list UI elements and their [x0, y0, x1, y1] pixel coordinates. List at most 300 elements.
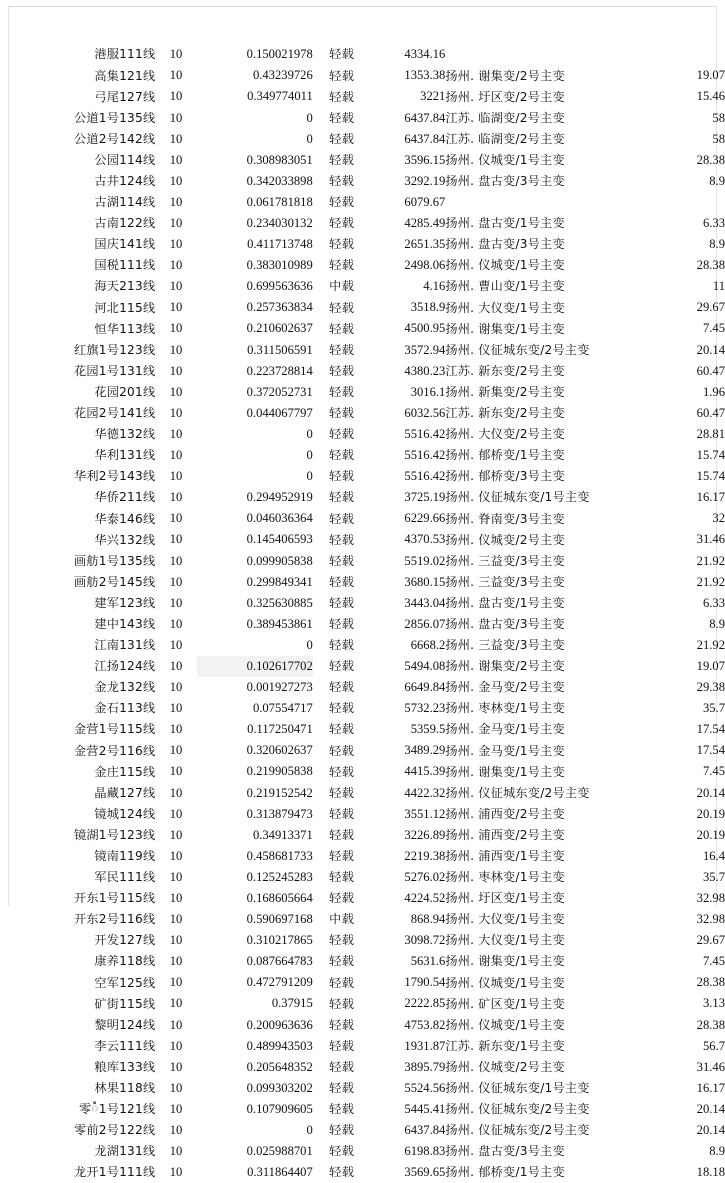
cell-transformer-capacity: 60.47	[696, 405, 725, 420]
cell-current: 0.489943503	[246, 1038, 313, 1053]
cell-load-status: 轻载	[329, 553, 355, 568]
cell-current: 0.34913371	[252, 827, 313, 842]
cell-capacity: 3518.9	[410, 300, 446, 315]
cell-voltage: 10	[169, 996, 183, 1011]
cell-capacity: 2651.35	[404, 237, 446, 252]
cell-capacity: 6079.67	[404, 194, 446, 209]
cell-capacity: 4415.39	[404, 764, 446, 779]
cell-capacity: 5276.02	[404, 869, 446, 884]
table-row	[0, 656, 725, 677]
cell-current: 0.294952919	[246, 490, 313, 505]
cell-substation: 扬州. 枣林变/1号主变	[445, 701, 565, 716]
cell-load-status: 轻载	[329, 827, 355, 842]
cell-transformer-capacity: 7.45	[702, 321, 725, 336]
cell-line-name: 金石113线	[94, 701, 156, 716]
cell-substation: 扬州. 大仪变/1号主变	[445, 300, 565, 315]
cell-capacity: 6198.83	[404, 1144, 446, 1159]
cell-transformer-capacity: 11	[712, 279, 725, 294]
cell-current: 0.099905838	[246, 553, 313, 568]
cell-load-status: 轻载	[329, 701, 355, 716]
cell-substation: 扬州. 盘古变/3号主变	[445, 174, 565, 188]
cell-voltage: 10	[169, 532, 183, 547]
cell-voltage: 10	[169, 1059, 183, 1074]
cell-load-status: 轻载	[329, 216, 355, 231]
cell-load-status: 轻载	[329, 237, 355, 252]
cell-capacity: 1790.54	[404, 975, 446, 990]
cell-load-status: 轻载	[329, 975, 355, 990]
cell-load-status: 轻载	[329, 532, 355, 547]
cell-transformer-capacity: 6.33	[702, 216, 725, 230]
cell-line-name: 建军123线	[94, 595, 156, 610]
cell-current: 0.234030132	[246, 216, 313, 230]
cell-transformer-capacity: 19.07	[696, 658, 725, 673]
cell-line-name: 金庄115线	[94, 764, 156, 779]
cell-capacity: 5516.42	[404, 448, 446, 463]
cell-load-status: 轻载	[329, 806, 355, 821]
cell-transformer-capacity: 32.98	[696, 912, 725, 927]
cell-substation: 扬州. 三益变/3号主变	[445, 638, 565, 653]
cell-load-status: 中载	[329, 279, 355, 294]
cell-capacity: 3226.89	[404, 827, 446, 842]
cell-voltage: 10	[169, 701, 183, 716]
cell-load-status: 轻载	[329, 490, 355, 505]
cell-line-name: 零前2号122线	[73, 1123, 156, 1138]
cell-load-status: 轻载	[329, 785, 355, 800]
cell-voltage: 10	[169, 848, 183, 863]
cell-capacity: 3443.04	[404, 595, 446, 610]
table-row	[0, 592, 725, 613]
cell-current: 0.320602637	[246, 743, 313, 758]
cell-voltage: 10	[169, 574, 183, 589]
cell-current: 0.349774011	[247, 89, 313, 104]
cell-current: 0	[306, 637, 313, 652]
cell-line-name: 康养118线	[94, 954, 156, 969]
cell-voltage: 10	[169, 553, 183, 568]
table-row	[0, 1014, 725, 1035]
cell-transformer-capacity: 15.46	[696, 89, 725, 104]
cell-line-name: 粮库133线	[94, 1059, 156, 1074]
cell-substation: 扬州. 新集变/2号主变	[445, 384, 565, 399]
cell-load-status: 轻载	[329, 427, 355, 442]
table-row	[0, 276, 725, 297]
cell-capacity: 6437.84	[404, 131, 446, 146]
table-row	[0, 571, 725, 592]
cell-substation: 扬州. 仪城变/1号主变	[445, 152, 565, 167]
cell-capacity: 3292.19	[404, 173, 446, 188]
cell-substation: 江苏. 新东变/2号主变	[445, 363, 565, 378]
table-row	[0, 740, 725, 761]
cell-capacity: 4422.32	[404, 785, 446, 800]
table-row	[0, 382, 725, 403]
cell-current: 0	[306, 110, 313, 125]
cell-current: 0.061781818	[246, 194, 313, 209]
cell-load-status: 轻载	[329, 131, 355, 146]
cell-capacity: 4753.82	[404, 1017, 446, 1032]
cell-current: 0.107909605	[246, 1101, 313, 1116]
cell-voltage: 10	[169, 1080, 183, 1095]
cell-transformer-capacity: 21.92	[696, 553, 725, 568]
table-row	[0, 1057, 725, 1078]
cell-load-status: 轻载	[329, 258, 355, 273]
cell-transformer-capacity: 17.54	[696, 722, 725, 737]
cell-substation: 扬州. 谢集变/1号主变	[445, 954, 565, 969]
cell-capacity: 2222.85	[404, 996, 446, 1011]
cell-transformer-capacity: 20.14	[696, 785, 725, 800]
cell-current: 0.150021978	[246, 47, 313, 62]
cell-voltage: 10	[169, 806, 183, 821]
table-row	[0, 993, 725, 1014]
cell-voltage: 10	[169, 680, 183, 695]
cell-voltage: 10	[169, 743, 183, 758]
cell-voltage: 10	[169, 869, 183, 884]
cell-transformer-capacity: 28.81	[696, 426, 725, 441]
cell-substation: 扬州. 浦西变/2号主变	[445, 827, 565, 842]
cell-load-status: 轻载	[329, 595, 355, 610]
cell-transformer-capacity: 60.47	[696, 363, 725, 378]
cell-capacity: 6437.84	[404, 110, 446, 125]
cell-current: 0.342033898	[246, 173, 313, 188]
cell-voltage: 10	[169, 216, 183, 230]
cell-capacity: 3596.15	[404, 152, 446, 167]
cell-voltage: 10	[169, 237, 183, 252]
cell-capacity: 3725.19	[404, 490, 446, 505]
cell-line-name: 公园114线	[94, 152, 156, 167]
cell-substation: 江苏. 临湖变/2号主变	[445, 131, 565, 146]
cell-voltage: 10	[169, 1165, 183, 1180]
cell-line-name: 黎明124线	[94, 1017, 156, 1032]
cell-transformer-capacity: 8.9	[709, 1144, 725, 1159]
cell-current: 0.372052731	[246, 384, 313, 399]
cell-current: 0.472791209	[246, 975, 313, 990]
cell-voltage: 10	[169, 1123, 183, 1138]
cell-line-name: 华利131线	[94, 448, 156, 463]
cell-substation: 扬州. 仪城变/1号主变	[445, 975, 565, 990]
cell-voltage: 10	[169, 1144, 183, 1159]
cell-substation: 扬州. 大仪变/2号主变	[445, 427, 565, 442]
cell-substation: 扬州. 大仪变/1号主变	[445, 933, 565, 948]
cell-capacity: 2856.07	[404, 616, 446, 631]
table-row	[0, 803, 725, 824]
table-row	[0, 614, 725, 635]
cell-substation: 扬州. 盘古变/3号主变	[445, 1144, 565, 1159]
cell-substation: 扬州. 谢集变/1号主变	[445, 764, 565, 779]
cell-voltage: 10	[169, 279, 183, 294]
cell-transformer-capacity: 28.38	[696, 152, 725, 167]
cell-transformer-capacity: 32.98	[696, 891, 725, 905]
cell-capacity: 5631.6	[410, 954, 446, 969]
cell-current: 0.219905838	[246, 764, 313, 779]
cell-line-name: 华德132线	[94, 427, 156, 442]
cell-current: 0.168605664	[246, 891, 313, 905]
cell-capacity: 6229.66	[404, 511, 446, 526]
cell-substation: 扬州. 仪征城东变/2号主变	[445, 342, 590, 357]
cell-substation: 扬州. 矿区变/1号主变	[445, 996, 565, 1011]
cell-transformer-capacity: 31.46	[696, 532, 725, 547]
cell-load-status: 轻载	[329, 933, 355, 948]
cell-substation: 扬州. 枣林变/1号主变	[445, 870, 565, 885]
cell-transformer-capacity: 58	[712, 131, 725, 146]
cell-current: 0.43239726	[252, 68, 313, 83]
cell-substation: 扬州. 盘古变/3号主变	[445, 237, 565, 252]
cell-load-status: 轻载	[329, 870, 355, 885]
cell-substation: 扬州. 仪城变/1号主变	[445, 258, 565, 273]
cell-load-status: 轻载	[329, 342, 355, 357]
cell-transformer-capacity: 20.14	[696, 1123, 725, 1138]
cell-substation	[445, 192, 634, 213]
cell-substation: 扬州. 仪城变/2号主变	[445, 1059, 565, 1074]
cell-substation: 江苏. 新东变/1号主变	[445, 1038, 565, 1053]
cell-substation: 扬州. 圩区变/1号主变	[445, 891, 565, 906]
cell-capacity: 5732.23	[404, 701, 446, 716]
cell-voltage: 10	[169, 405, 183, 420]
cell-capacity: 3551.12	[404, 806, 446, 821]
cell-current: 0.257363834	[246, 300, 313, 315]
cell-substation: 扬州. 仪征城东变/2号主变	[445, 1102, 590, 1117]
table-row	[0, 86, 725, 107]
cell-line-name: 镜南119线	[94, 849, 156, 863]
cell-transformer-capacity: 16.17	[696, 490, 725, 505]
cell-transformer-capacity: 1.96	[702, 384, 725, 399]
cell-current: 0.37915	[271, 996, 313, 1011]
cell-line-name: 金龙132线	[94, 680, 156, 695]
cell-substation: 扬州. 谢集变/1号主变	[445, 321, 565, 336]
cell-voltage: 10	[169, 363, 183, 378]
cell-load-status: 轻载	[329, 89, 355, 104]
cell-current: 0.099303202	[246, 1080, 313, 1095]
cell-current: 0.145406593	[246, 532, 313, 547]
cell-load-status: 轻载	[329, 764, 355, 779]
cell-load-status: 轻载	[329, 680, 355, 695]
cell-load-status: 轻载	[329, 1059, 355, 1074]
cell-load-status: 轻载	[329, 891, 355, 906]
cell-voltage: 10	[169, 722, 183, 737]
table-row	[0, 107, 725, 128]
table-row	[0, 761, 725, 782]
cell-capacity: 1353.38	[404, 68, 446, 83]
cell-current: 0.590697168	[246, 912, 313, 927]
cell-line-name: 海天213线	[94, 279, 156, 294]
cell-capacity: 5524.56	[404, 1080, 446, 1095]
table-row	[0, 128, 725, 149]
cell-substation: 扬州. 三益变/3号主变	[445, 553, 565, 568]
cell-transformer-capacity: 16.4	[702, 848, 725, 863]
cell-transformer-capacity: 21.92	[696, 637, 725, 652]
cell-load-status: 轻载	[329, 110, 355, 125]
cell-substation: 扬州. 大仪变/1号主变	[445, 912, 565, 927]
cell-transformer-capacity: 28.38	[696, 975, 725, 990]
cell-transformer-capacity: 29.38	[696, 680, 725, 695]
table-row	[0, 1035, 725, 1056]
cell-transformer-capacity: 58	[712, 110, 725, 125]
cell-transformer-capacity: 21.92	[696, 574, 725, 589]
cell-current: 0.308983051	[246, 152, 313, 167]
cell-transformer-capacity: 32	[712, 511, 725, 526]
table-row	[0, 255, 725, 276]
cell-capacity: 4.16	[423, 279, 446, 294]
table-row	[0, 297, 725, 318]
cell-current: 0.025988701	[246, 1144, 313, 1159]
data-table-container	[0, 44, 725, 1183]
cell-voltage: 10	[169, 1017, 183, 1032]
cell-line-name: 镜湖1号123线	[73, 827, 156, 842]
cell-current: 0.325630885	[246, 595, 313, 610]
cell-current: 0.210602637	[246, 321, 313, 336]
cell-current: 0	[306, 448, 313, 463]
cell-current: 0.205648352	[246, 1059, 313, 1074]
cell-load-status: 轻载	[329, 996, 355, 1011]
cell-line-name: 高集121线	[94, 68, 156, 83]
cell-substation: 扬州. 谢集变/2号主变	[445, 659, 565, 674]
cell-current: 0.087664783	[246, 954, 313, 969]
cell-line-name: 画舫2号145线	[73, 574, 156, 589]
cell-load-status: 轻载	[329, 1038, 355, 1053]
cell-capacity: 4370.53	[404, 532, 446, 547]
cell-line-name: 李云111线	[94, 1038, 156, 1053]
cell-voltage: 10	[169, 258, 183, 273]
cell-line-name: 国庆141线	[94, 237, 156, 252]
cell-load-status: 轻载	[329, 849, 355, 863]
cell-line-name: 花园1号131线	[73, 363, 156, 378]
cell-capacity: 5516.42	[404, 426, 446, 441]
cell-capacity: 5516.42	[404, 469, 446, 484]
cell-current: 0.311864407	[247, 1165, 313, 1180]
cell-transformer-capacity: 31.46	[696, 1059, 725, 1074]
cell-current: 0	[306, 426, 313, 441]
cell-load-status: 轻载	[329, 321, 355, 336]
table-row	[0, 951, 725, 972]
cell-capacity: 5494.08	[404, 658, 446, 673]
table-row	[0, 466, 725, 487]
cell-load-status: 轻载	[329, 511, 355, 526]
cell-load-status: 轻载	[329, 448, 355, 463]
cell-substation: 扬州. 仪征城东变/1号主变	[445, 1081, 590, 1096]
cell-capacity: 6032.56	[404, 405, 446, 420]
cell-line-name: 军民111线	[94, 870, 156, 885]
cell-current: 0	[306, 1123, 313, 1138]
cell-transformer-capacity: 35.7	[702, 701, 725, 716]
cell-transformer-capacity: 15.74	[696, 469, 725, 484]
cell-voltage: 10	[169, 89, 183, 104]
cell-voltage: 10	[169, 131, 183, 146]
cell-transformer-capacity: 17.54	[696, 743, 725, 758]
cell-current: 0.389453861	[246, 616, 313, 631]
cell-current: 0.102617702	[197, 656, 313, 677]
cell-substation: 扬州. 仪征城东变/1号主变	[445, 490, 590, 505]
cell-load-status: 轻载	[329, 638, 355, 653]
cell-substation: 扬州. 浦西变/2号主变	[445, 806, 565, 821]
cell-substation: 扬州. 仪城变/1号主变	[445, 1017, 565, 1032]
cell-capacity: 3572.94	[404, 342, 446, 357]
table-row	[0, 44, 725, 65]
cell-voltage: 10	[169, 975, 183, 990]
table-row	[0, 213, 725, 234]
cell-transformer-capacity: 20.14	[696, 342, 725, 357]
cell-voltage: 10	[169, 194, 183, 209]
cell-line-name: 古井124线	[94, 174, 156, 188]
table-row	[0, 360, 725, 381]
cell-voltage: 10	[169, 342, 183, 357]
cell-line-name: 零ំ1号121线	[79, 1102, 156, 1117]
cell-line-name: 红旗1号123线	[73, 342, 156, 357]
cell-line-name: 龙开1号111线	[73, 1165, 156, 1180]
cell-current: 0.219152542	[246, 785, 313, 800]
cell-line-name: 华利2号143线	[73, 469, 156, 484]
cell-substation: 扬州. 郁桥变/1号主变	[445, 1165, 565, 1180]
cell-transformer-capacity: 28.38	[696, 258, 725, 273]
table-row	[0, 1099, 725, 1120]
cell-capacity: 4380.23	[404, 363, 446, 378]
table-row	[0, 149, 725, 170]
table-row	[0, 424, 725, 445]
table-row	[0, 909, 725, 930]
cell-current: 0.299849341	[246, 574, 313, 589]
table-row	[0, 719, 725, 740]
cell-substation: 扬州. 三益变/3号主变	[445, 574, 565, 589]
cell-load-status: 轻载	[329, 659, 355, 674]
cell-substation: 江苏. 临湖变/2号主变	[445, 110, 565, 125]
table-row	[0, 635, 725, 656]
cell-substation: 扬州. 盘古变/1号主变	[445, 216, 565, 231]
cell-current: 0.699563636	[246, 279, 313, 294]
cell-voltage: 10	[169, 300, 183, 315]
cell-line-name: 金营2号116线	[73, 743, 156, 758]
cell-transformer-capacity	[634, 44, 725, 65]
cell-substation: 扬州. 金马变/2号主变	[445, 680, 565, 695]
cell-substation: 扬州. 脊南变/3号主变	[445, 511, 565, 526]
cell-line-name: 公道2号142线	[73, 131, 156, 146]
table-row	[0, 698, 725, 719]
cell-substation: 扬州. 圩区变/2号主变	[445, 89, 565, 104]
cell-voltage: 10	[169, 616, 183, 631]
cell-line-name: 恒华113线	[94, 321, 156, 336]
cell-load-status: 轻载	[329, 1017, 355, 1032]
cell-transformer-capacity: 3.13	[702, 996, 725, 1011]
cell-voltage: 10	[169, 469, 183, 484]
cell-substation: 扬州. 金马变/1号主变	[445, 722, 565, 737]
cell-transformer-capacity: 20.19	[696, 806, 725, 821]
cell-voltage: 10	[169, 47, 183, 62]
cell-transformer-capacity: 35.7	[702, 869, 725, 884]
cell-substation: 扬州. 曹山变/1号主变	[445, 279, 565, 294]
cell-capacity: 3098.72	[404, 933, 446, 948]
cell-capacity: 3221	[420, 89, 446, 104]
cell-line-name: 建中143线	[94, 616, 156, 631]
data-table	[0, 44, 725, 1183]
cell-line-name: 金营1号115线	[73, 722, 156, 737]
table-row	[0, 318, 725, 339]
cell-load-status: 轻载	[329, 174, 355, 188]
cell-line-name: 古南122线	[94, 216, 156, 231]
cell-transformer-capacity: 8.9	[709, 237, 725, 252]
cell-line-name: 国税111线	[94, 258, 156, 273]
cell-transformer-capacity: 15.74	[696, 448, 725, 463]
cell-voltage: 10	[169, 658, 183, 673]
cell-transformer-capacity: 8.9	[709, 173, 725, 188]
cell-load-status: 轻载	[329, 406, 355, 421]
cell-substation: 扬州. 仪征城东变/2号主变	[445, 785, 590, 800]
table-row	[0, 192, 725, 213]
cell-load-status: 轻载	[329, 743, 355, 758]
table-row	[0, 234, 725, 255]
cell-current: 0.001927273	[246, 680, 313, 695]
cell-current: 0.223728814	[246, 363, 313, 378]
cell-transformer-capacity: 20.19	[696, 827, 725, 842]
cell-voltage: 10	[169, 1038, 183, 1053]
table-row	[0, 972, 725, 993]
table-row	[0, 867, 725, 888]
cell-load-status: 轻载	[329, 1102, 355, 1117]
cell-current: 0.313879473	[246, 806, 313, 821]
